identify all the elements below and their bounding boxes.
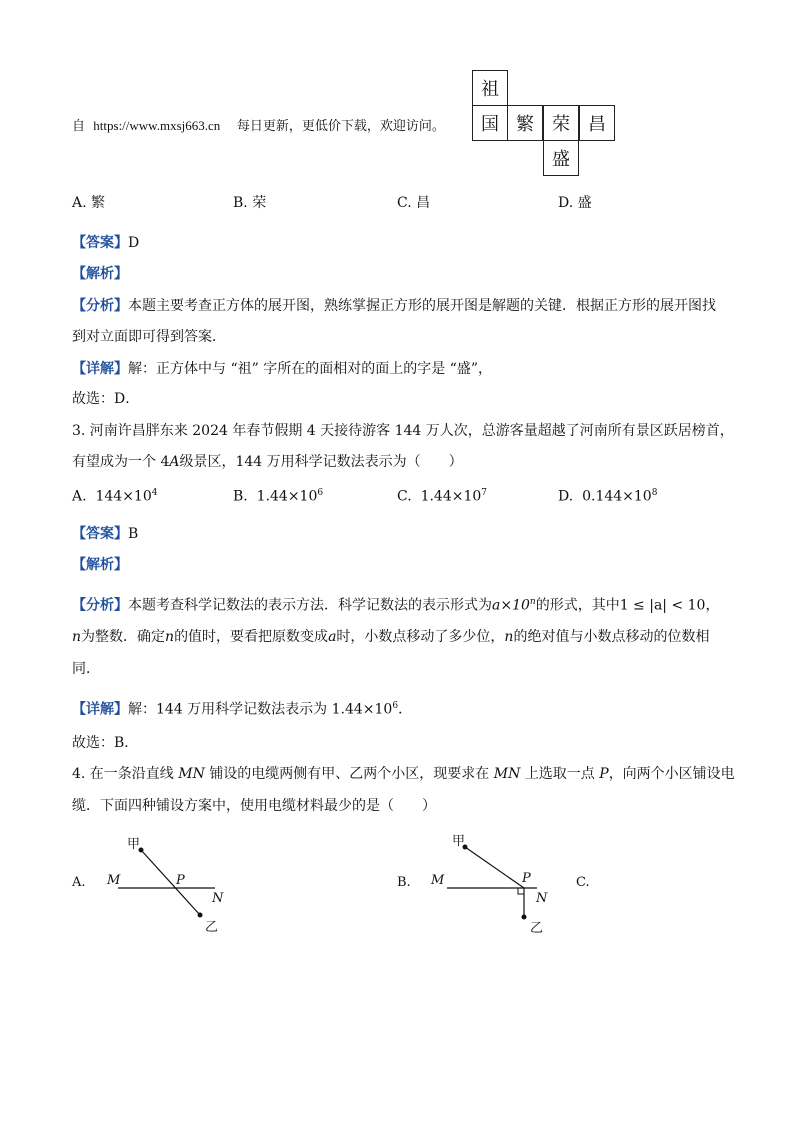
option-exp: 8 bbox=[651, 488, 658, 498]
math-n: n bbox=[165, 629, 175, 645]
fig-a-label-jia: 甲 bbox=[127, 837, 141, 852]
q3-stem-text-a: 有望成为一个 4 bbox=[72, 454, 170, 470]
option-exp: 7 bbox=[481, 488, 488, 498]
option-letter: B. bbox=[233, 488, 248, 505]
fig-b-label-jia: 甲 bbox=[452, 834, 466, 849]
q3-choose: 故选：B． bbox=[72, 735, 139, 751]
q2-choose: 故选：D． bbox=[72, 391, 140, 407]
detail-end: ． bbox=[398, 701, 413, 718]
fig-a-point-yi bbox=[198, 913, 203, 918]
option-exp: 4 bbox=[151, 488, 158, 498]
q4-text: ，向两个小区铺设电 bbox=[608, 766, 735, 782]
fig-a-label-m: M bbox=[107, 873, 121, 888]
q2-option-c: C. 昌 bbox=[397, 195, 431, 211]
fig-a-letter: A. bbox=[72, 875, 86, 890]
fig-b-label-p: P bbox=[522, 871, 531, 886]
answer-value: B bbox=[128, 526, 139, 542]
fenxi-formula-exp: n bbox=[529, 597, 536, 607]
fig-c-letter: C. bbox=[576, 875, 590, 890]
q4-text: 铺设的电缆两侧有甲、乙两个小区，现要求在 bbox=[209, 766, 490, 782]
fenxi-text-b: 的形式，其中 bbox=[535, 597, 620, 614]
q3-stem-line-1: 3. 河南许昌胖东来 2024 年春节假期 4 天接待游客 144 万人次，总游客量超越了河南所有景区跃居榜首， bbox=[72, 423, 734, 439]
q3-option-d bbox=[558, 488, 657, 505]
net-cell-top: 祖 bbox=[472, 70, 508, 106]
option-base: 0.144×10 bbox=[582, 488, 652, 505]
fenxi-text: 为整数．确定 bbox=[81, 629, 166, 645]
analysis-tag: 【解析】 bbox=[72, 557, 128, 573]
option-exp: 6 bbox=[317, 488, 324, 498]
math-n: n bbox=[72, 629, 82, 645]
fenxi-tag: 【分析】 bbox=[72, 597, 128, 614]
q2-fenxi-line-1 bbox=[72, 296, 716, 316]
fig-a-label-p: P bbox=[176, 873, 185, 888]
answer-tag: 【答案】 bbox=[72, 235, 128, 251]
fenxi-text: 的值时，要看把原数变成 bbox=[174, 629, 329, 645]
q4-stem-line-2: 缆．下面四种铺设方案中，使用电缆材料最少的是（ ） bbox=[72, 798, 436, 814]
math-a: a bbox=[328, 629, 337, 645]
fenxi-text: 的绝对值与小数点移动的位数相 bbox=[513, 629, 710, 645]
fig-a-label-yi: 乙 bbox=[205, 920, 219, 935]
option-letter: A. bbox=[72, 488, 87, 505]
answer-value: D bbox=[128, 235, 140, 251]
detail-text: 解：144 万用科学记数法表示为 1.44×10 bbox=[128, 701, 393, 718]
detail-text: 解：正方体中与 “祖” 字所在的面相对的面上的字是 “盛”， bbox=[128, 361, 492, 377]
q3-stem-line-2 bbox=[72, 452, 463, 472]
q3-fenxi-line-2 bbox=[72, 627, 709, 647]
net-cell-row-2: 繁 bbox=[507, 105, 543, 141]
source-url[interactable]: https://www.mxsj663.cn bbox=[93, 118, 221, 133]
detail-exp: 6 bbox=[392, 701, 399, 711]
option-base: 1.44×10 bbox=[420, 488, 482, 505]
detail-tag: 【详解】 bbox=[72, 701, 128, 718]
q3-analysis-heading bbox=[72, 555, 128, 575]
q3-option-c bbox=[397, 488, 487, 505]
q4-stem-line-1 bbox=[72, 764, 735, 784]
source-prefix: 自 bbox=[72, 119, 86, 134]
fig-b-letter: B. bbox=[397, 875, 411, 890]
fig-b-right-angle bbox=[518, 888, 524, 894]
math-n: n bbox=[504, 629, 514, 645]
q2-detail bbox=[72, 359, 492, 379]
q3-fenxi-line-3: 同． bbox=[72, 661, 100, 677]
source-line bbox=[72, 115, 445, 134]
net-cell-row-1: 国 bbox=[472, 105, 508, 141]
q3-answer bbox=[72, 524, 138, 544]
fenxi-range: 1 ≤ |a| < 10， bbox=[619, 597, 720, 614]
option-base: 1.44×10 bbox=[256, 488, 318, 505]
q3-detail bbox=[72, 696, 412, 720]
net-cell-row-3: 荣 bbox=[543, 105, 579, 141]
analysis-tag: 【解析】 bbox=[72, 266, 128, 282]
fig-a-diagram bbox=[100, 825, 240, 940]
option-letter: C. bbox=[397, 488, 412, 505]
q2-option-a: A. 繁 bbox=[72, 195, 106, 211]
option-base: 144×10 bbox=[95, 488, 152, 505]
fig-a-label-n: N bbox=[212, 891, 224, 906]
source-slogan: 每日更新，更低价下载，欢迎访问。 bbox=[236, 119, 445, 134]
fig-b-cable-jia bbox=[465, 847, 524, 888]
fenxi-formula: a×10 bbox=[492, 597, 530, 614]
q2-fenxi-line-2: 到对立面即可得到答案． bbox=[72, 329, 226, 345]
math-MN: MN bbox=[493, 766, 521, 782]
q2-analysis-heading bbox=[72, 264, 128, 284]
fenxi-tag: 【分析】 bbox=[72, 298, 128, 314]
net-cell-bottom: 盛 bbox=[543, 140, 579, 176]
fig-b-label-n: N bbox=[536, 891, 548, 906]
q3-stem-text-b: 级景区，144 万用科学记数法表示为（ ） bbox=[179, 454, 463, 470]
math-MN: MN bbox=[178, 766, 205, 782]
fig-b-label-m: M bbox=[431, 873, 445, 888]
option-letter: D. bbox=[558, 488, 574, 505]
q3-option-b bbox=[233, 488, 323, 505]
fig-a-cable bbox=[141, 850, 200, 915]
answer-tag: 【答案】 bbox=[72, 526, 128, 542]
fig-b-point-yi bbox=[522, 915, 527, 920]
q3-option-a bbox=[72, 488, 157, 505]
q2-option-b: B. 荣 bbox=[233, 195, 267, 211]
fenxi-text: 时，小数点移动了多少位， bbox=[336, 629, 505, 645]
q4-text: 4. 在一条沿直线 bbox=[72, 766, 174, 782]
q4-text: 上选取一点 bbox=[524, 766, 595, 782]
q3-fenxi-line-1 bbox=[72, 592, 719, 616]
detail-tag: 【详解】 bbox=[72, 361, 128, 377]
math-P: P bbox=[599, 766, 609, 782]
fenxi-text-a: 本题考查科学记数法的表示方法．科学记数法的表示形式为 bbox=[128, 597, 492, 614]
fig-b-label-yi: 乙 bbox=[530, 921, 544, 936]
net-cell-row-4: 昌 bbox=[579, 105, 615, 141]
q2-option-d: D. 盛 bbox=[558, 195, 592, 211]
q2-answer bbox=[72, 233, 139, 253]
fenxi-text: 本题主要考查正方体的展开图，熟练掌握正方形的展开图是解题的关键．根据正方形的展开图找 bbox=[128, 298, 716, 314]
q3-stem-A: A bbox=[169, 454, 180, 470]
